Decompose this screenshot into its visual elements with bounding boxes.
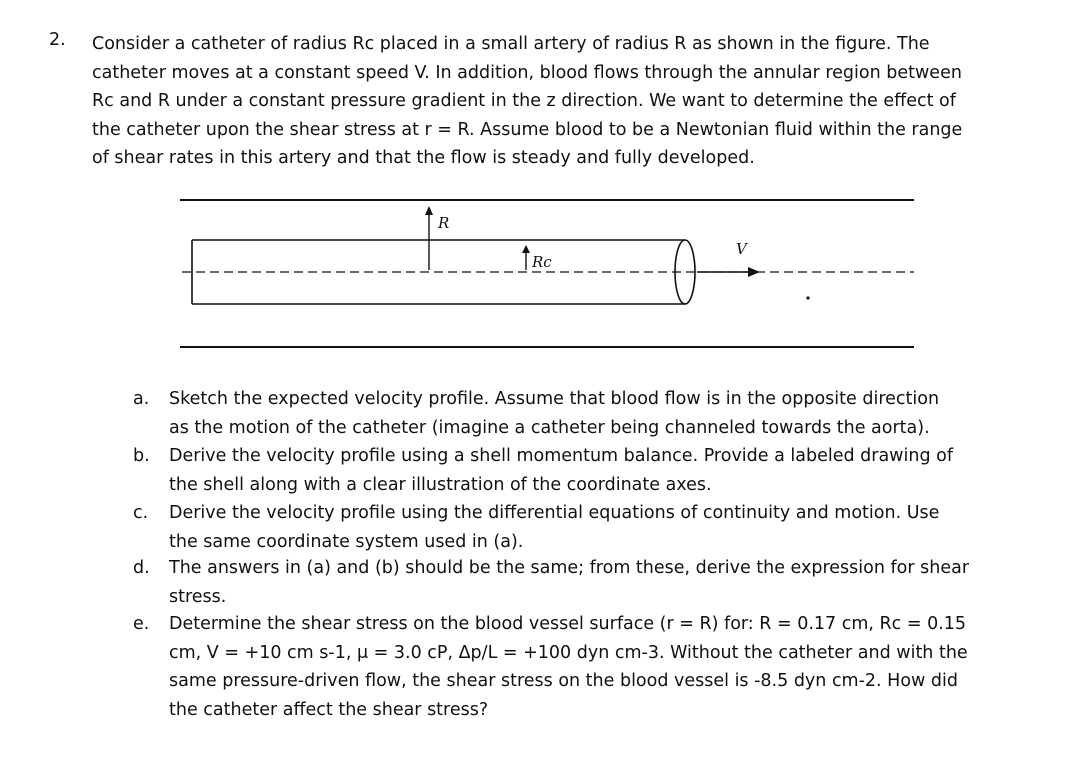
part-line: The answers in (a) and (b) should be the same; from these, derive the expression for shear	[169, 558, 970, 578]
question-number: 2.	[49, 30, 66, 50]
part-line: as the motion of the catheter (imagine a catheter being channeled towards the aorta).	[169, 417, 930, 438]
part-label: a.	[133, 389, 150, 409]
question-line: the catheter upon the shear stress at r = R. Assume blood to be a Newtonian fluid within the range	[92, 119, 963, 140]
radius-Rc-arrowhead	[522, 245, 530, 253]
part-line: Determine the shear stress on the blood vessel surface (r = R) for: R = 0.17 cm, Rc = 0.15	[169, 614, 967, 634]
label-V: V	[736, 240, 747, 258]
question-line: catheter moves at a constant speed V. In addition, blood flows through the annular region between	[92, 62, 962, 83]
question-line: Rc and R under a constant pressure gradient in the z direction. We want to determine the effect of	[92, 91, 956, 111]
part-line: Derive the velocity profile using a shell momentum balance. Provide a labeled drawing of	[169, 446, 953, 466]
part-line: same pressure-driven flow, the shear stress on the blood vessel is -8.5 dyn cm-2. How did	[169, 671, 959, 691]
question-line: of shear rates in this artery and that the flow is steady and fully developed.	[92, 148, 755, 168]
part-label: d.	[133, 558, 150, 578]
part-label: c.	[133, 503, 149, 523]
part-line: the shell along with a clear illustration of the coordinate axes.	[169, 474, 712, 495]
part-line: the same coordinate system used in (a).	[169, 531, 524, 552]
part-line: Derive the velocity profile using the differential equations of continuity and motion. Use	[169, 503, 940, 523]
figure-dot	[806, 296, 809, 299]
catheter-figure	[170, 190, 930, 360]
question-text	[92, 30, 1012, 173]
label-Rc: Rc	[532, 253, 552, 271]
radius-R-arrowhead	[425, 206, 433, 215]
label-R: R	[438, 214, 450, 232]
part-line: Sketch the expected velocity profile. Assume that blood flow is in the opposite direction	[169, 389, 940, 409]
part-label: e.	[133, 614, 150, 634]
part-line: stress.	[169, 586, 227, 607]
part-label: b.	[133, 446, 150, 466]
velocity-arrowhead	[748, 267, 760, 277]
question-line: Consider a catheter of radius Rc placed in a small artery of radius R as shown in the figure. The	[92, 34, 930, 54]
part-line: the catheter affect the shear stress?	[169, 699, 489, 720]
catheter-diagram	[170, 190, 930, 360]
part-line: cm, V = +10 cm s-1, μ = 3.0 cP, Δp/L = +100 dyn cm-3. Without the catheter and with the	[169, 642, 968, 663]
